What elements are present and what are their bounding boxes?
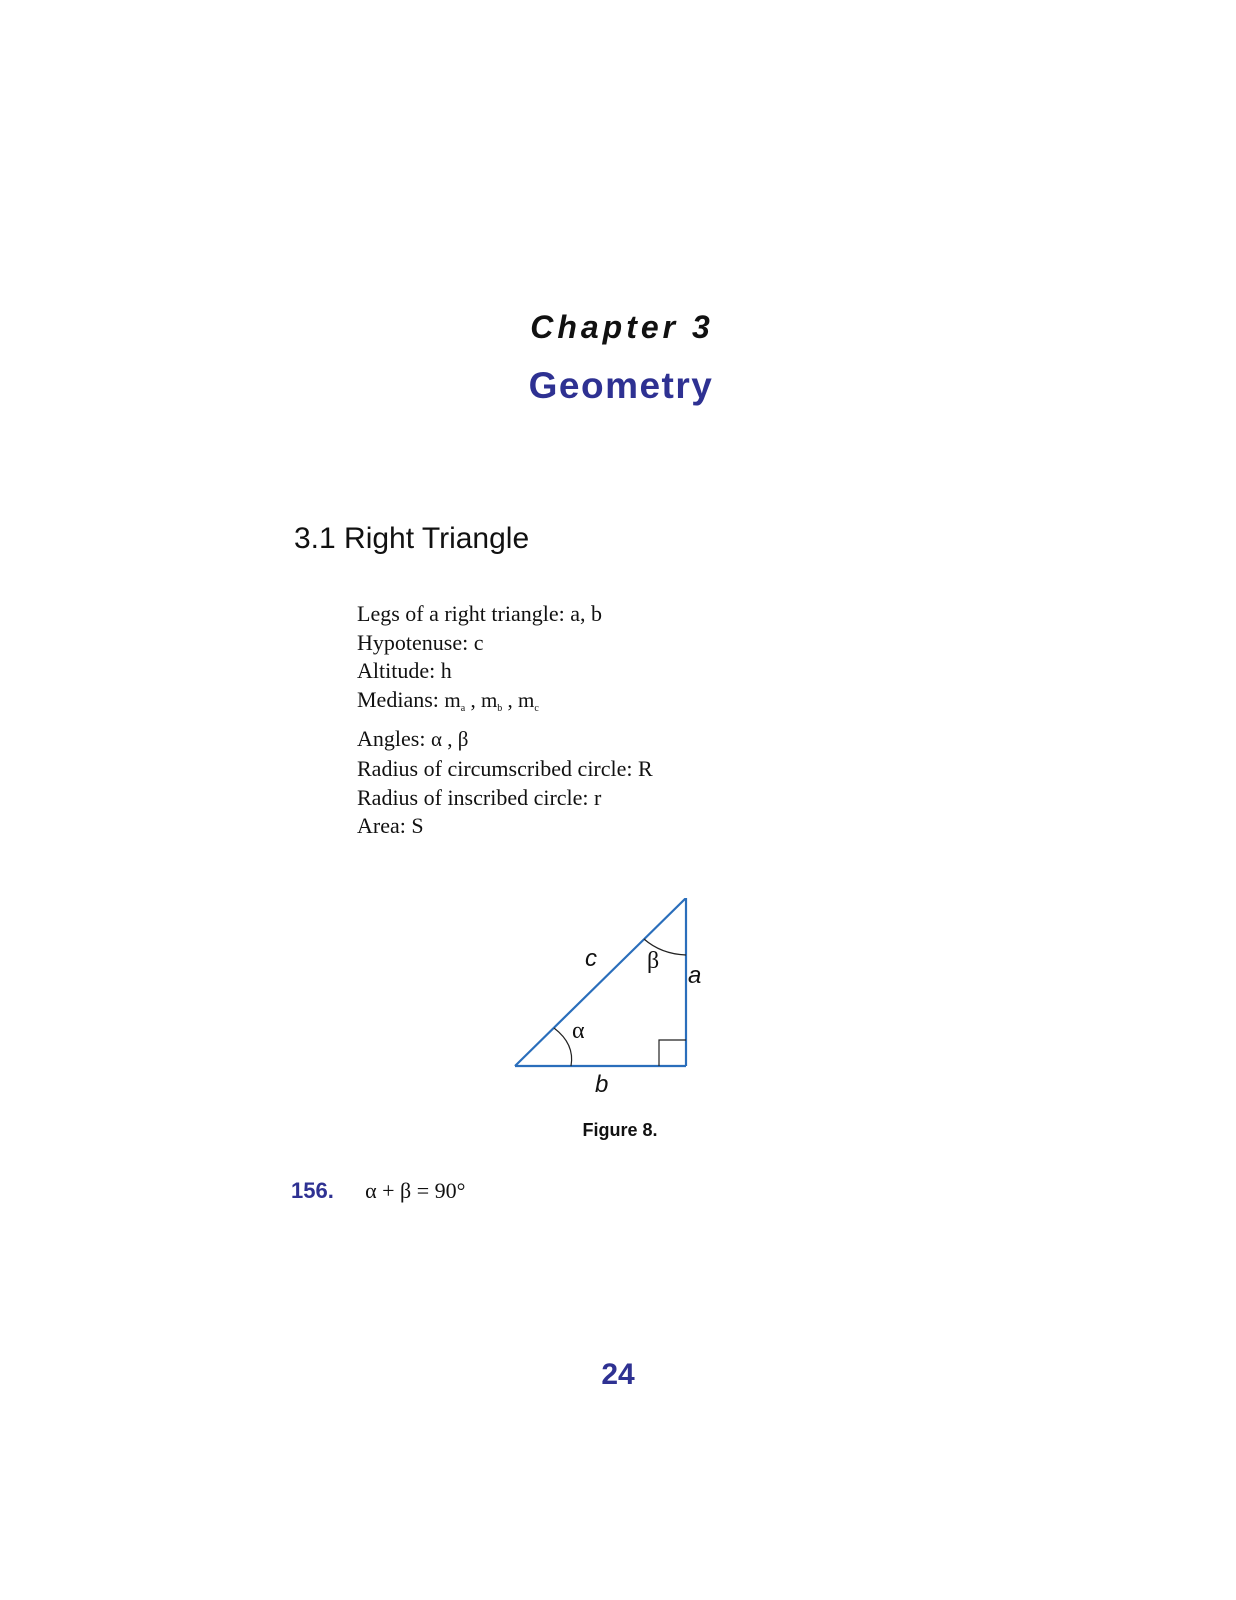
definition-altitude: Altitude: h (357, 658, 452, 683)
right-triangle-figure (505, 898, 730, 1118)
median-a-symbol: $m_a$ (444, 687, 466, 714)
label-b: b (595, 1071, 609, 1098)
angles-label: Angles: (357, 726, 426, 751)
label-beta: β (647, 948, 660, 974)
figure-caption: Figure 8. (582, 1120, 658, 1140)
median-c-symbol: $m_c$ (518, 687, 539, 714)
median-b-symbol: $m_b$ (480, 687, 503, 714)
label-c: c (585, 945, 597, 972)
definition-hypotenuse: Hypotenuse: c (357, 629, 484, 655)
definition-angles (357, 723, 653, 755)
section-heading: 3.1 Right Triangle (294, 522, 530, 555)
formula-expression: α + β = 90° (365, 1178, 466, 1203)
definition-area: Area: S (357, 813, 424, 838)
alpha-arc (554, 1028, 572, 1066)
label-alpha: α (572, 1018, 585, 1044)
right-angle-marker (659, 1040, 686, 1066)
triangle-shape (515, 898, 686, 1066)
formula-row (291, 1178, 465, 1204)
chapter-label: Chapter 3 (530, 309, 714, 345)
definition-legs: Legs of a right triangle: a, b (357, 601, 602, 626)
angles-symbols: α , β (430, 727, 469, 751)
definition-list (357, 600, 653, 841)
label-a: a (688, 962, 702, 989)
chapter-title: Geometry (528, 365, 714, 406)
angle-markers (554, 939, 686, 1066)
page-number: 24 (601, 1358, 635, 1391)
definition-circumradius: Radius of circumscribed circle: R (357, 756, 653, 781)
triangle-hypotenuse-line (515, 898, 686, 1066)
definition-inradius: Radius of inscribed circle: r (357, 784, 602, 810)
definition-medians: Medians: $m_a$ , $m_b$ , $m_c$ (357, 686, 539, 714)
medians-label: Medians: (357, 686, 439, 712)
formula-number: 156. (291, 1178, 334, 1203)
